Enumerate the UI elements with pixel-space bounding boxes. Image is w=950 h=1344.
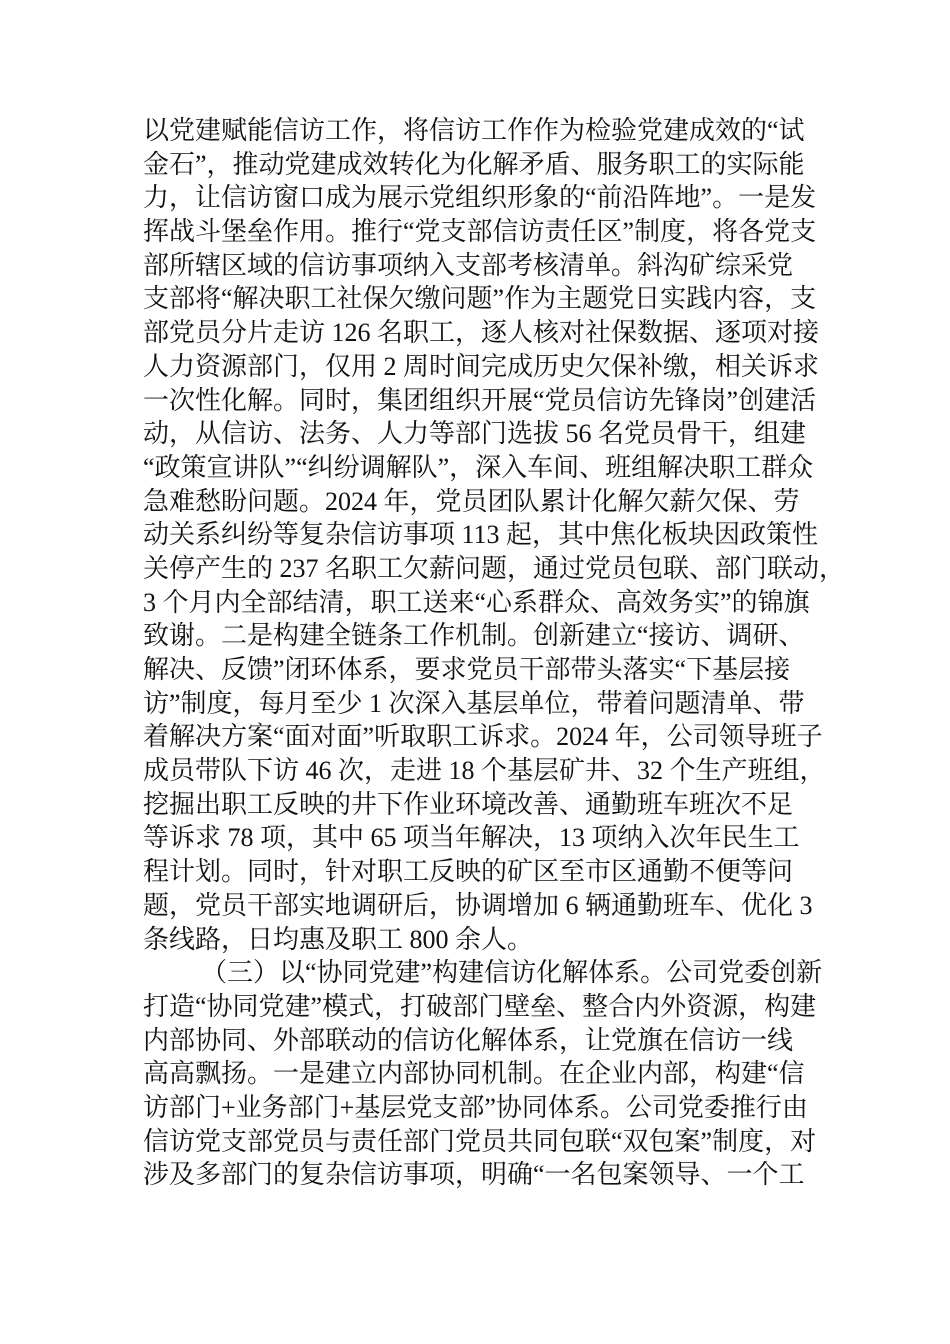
paragraph <box>143 114 846 956</box>
text-line: 动关系纠纷等复杂信访事项 113 起，其中焦化板块因政策性 <box>143 520 819 550</box>
text-line: 信访党支部党员与责任部门党员共同包联“双包案”制度，对 <box>143 1126 817 1156</box>
text-line: 关停产生的 237 名职工欠薪问题，通过党员包联、部门联动， <box>143 553 846 583</box>
text-line: 一次性化解。同时，集团组织开展“党员信访先锋岗”创建活 <box>143 385 817 415</box>
text-line: 挖掘出职工反映的井下作业环境改善、通勤班车班次不足 <box>143 789 794 819</box>
text-line: 成员带队下访 46 次，走进 18 个基层矿井、32 个生产班组， <box>143 756 826 786</box>
text-line: 以党建赋能信访工作，将信访工作作为检验党建成效的“试 <box>143 116 805 145</box>
text-line: 高高飘扬。一是建立内部协同机制。在企业内部，构建“信 <box>143 1059 805 1089</box>
text-line: 金石”，推动党建成效转化为化解矛盾、服务职工的实际能 <box>143 149 805 179</box>
text-line: 力，让信访窗口成为展示党组织形象的“前沿阵地”。一是发 <box>143 183 817 213</box>
text-line: 挥战斗堡垒作用。推行“党支部信访责任区”制度，将各党支 <box>143 217 817 247</box>
text-line: 涉及多部门的复杂信访事项，明确“一名包案领导、一个工 <box>143 1160 805 1190</box>
text-line: 3 个月内全部结清，职工送来“心系群众、高效务实”的锦旗 <box>143 587 810 617</box>
paragraph <box>143 956 843 1192</box>
text-line: 致谢。二是构建全链条工作机制。创新建立“接访、调研、 <box>143 621 805 651</box>
text-line: 等诉求 78 项，其中 65 项当年解决，13 项纳入次年民生工 <box>143 823 800 853</box>
text-line: 着解决方案“面对面”听取职工诉求。2024 年，公司领导班子 <box>143 722 823 752</box>
text-line: 条线路，日均惠及职工 800 余人。 <box>143 924 534 954</box>
text-line: 急难愁盼问题。2024 年，党员团队累计化解欠薪欠保、劳 <box>143 486 800 516</box>
text-line: 访部门+业务部门+基层党支部”协同体系。公司党委推行由 <box>143 1092 808 1122</box>
text-line: 内部协同、外部联动的信访化解体系，让党旗在信访一线 <box>143 1025 794 1055</box>
text-line: 题，党员干部实地调研后，协调增加 6 辆通勤班车、优化 3 <box>143 890 813 920</box>
text-line: “政策宣讲队”“纠纷调解队”，深入车间、班组解决职工群众 <box>143 452 814 482</box>
text-line: 部党员分片走访 126 名职工，逐人核对社保数据、逐项对接 <box>143 318 820 348</box>
text-line: 程计划。同时，针对职工反映的矿区至市区通勤不便等问 <box>143 857 794 887</box>
text-line: 部所辖区域的信访事项纳入支部考核清单。斜沟矿综采党 <box>143 250 794 280</box>
document-page <box>143 114 846 1192</box>
text-line: 动，从信访、法务、人力等部门选拔 56 名党员骨干，组建 <box>143 419 807 449</box>
text-line: 人力资源部门，仅用 2 周时间完成历史欠保补缴，相关诉求 <box>143 351 820 381</box>
text-line: （三）以“协同党建”构建信访化解体系。公司党委创新 <box>201 958 823 988</box>
text-line: 解决、反馈”闭环体系，要求党员干部带头落实“下基层接 <box>143 655 791 684</box>
text-line: 打造“协同党建”模式，打破部门壁垒、整合内外资源，构建 <box>143 991 817 1021</box>
text-line: 支部将“解决职工社保欠缴问题”作为主题党日实践内容，支 <box>143 284 817 314</box>
text-line: 访”制度，每月至少 1 次深入基层单位，带着问题清单、带 <box>143 688 805 718</box>
